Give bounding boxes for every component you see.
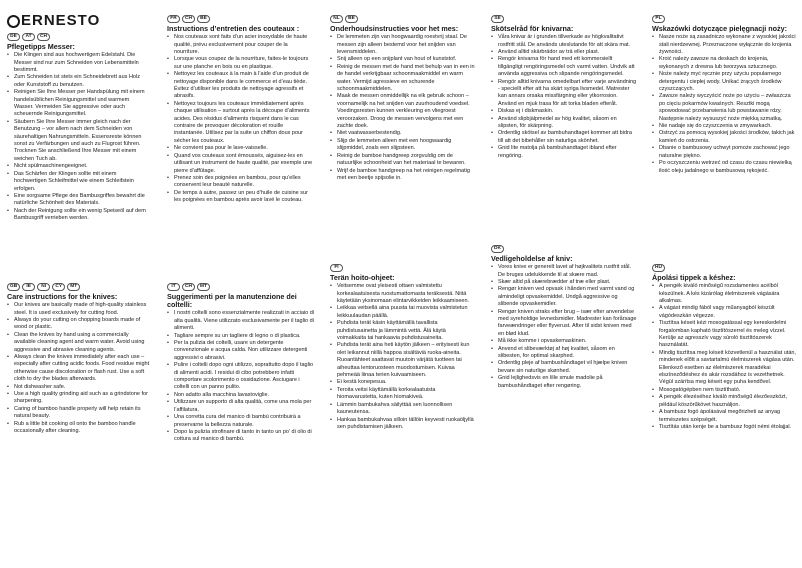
care-item: • Gnid lejlighedsvis en lille smule madolie på bambushåndtaget efter rengøring. [491,375,637,390]
care-item: • Niet vaatwasserbestendig. [330,130,476,137]
care-item: • De lemmeten zijn van hoogwaardig roestvrij staal. De messen zijn alleen bestemd voor het snijden van levensmiddelen. [330,34,476,56]
care-item: • Reinigen Sie Ihre Messer per Handspülung mit einem handelsüblichen Reinigungsmittel und warmem Wasser. Vermeiden Sie aggressive oder auch scheuernde Reinigungsmittel. [7,89,150,119]
section-title: Care instructions for the knives: [7,292,118,301]
care-item: • Una corretta cura del manico di bambù contribuirà a preservarne la bellezza naturale. [167,414,314,429]
care-item: • Ordentlig skötsel av bambuhandtaget kommer att bidra till att det bibehåller sin naturliga skönhet. [491,130,637,145]
care-list [167,34,314,204]
country-badge: HU [652,264,665,272]
care-list [330,34,476,182]
care-item: • Säubern Sie Ihre Messer immer gleich nach der Benutzung – vor allem nach dem Schneiden von säurehaltigen Nahrungsmitteln. Essensreste können sonst zu Verfärbungen und auch zu Flugrost führen. Trocknen Sie anschließend Ihre Messer mit einem weichen Tuch ab. [7,119,150,163]
care-list [491,264,637,390]
country-badges [652,264,796,272]
country-badge: SE [491,15,504,23]
care-item: • Wrijf de bamboe handgreep na het reinigen regelmatig met een beetje spijsolie in. [330,168,476,183]
country-badge: NL [330,15,343,23]
care-item: • Lorsque vous coupez de la nourriture, faites-le toujours sur une planche en bois ou en plastique. [167,56,314,71]
country-badge: FI [330,264,343,272]
care-list [7,52,150,222]
section-title: Skötselråd för knivarna: [491,24,574,33]
care-item: • Maak de messen onmiddellijk na elk gebruik schoon – voornamelijk na het snijden van zuurhoudend voedsel. Voedingsresten kunnen verkleuring en vliegroest veroorzaken. Droog de messen vervolgens met een zachte doek. [330,93,476,130]
care-item: • Die Klingen sind aus hochwertigem Edelstahl. Die Messer sind nur zum Schneiden von Lebensmitteln bestimmt. [7,52,150,74]
care-list [652,34,796,175]
care-item: • Rengör alltid knivarna omedelbart efter varje användning - speciellt efter att ha skärt syriga livsmedel. Matrester kan annars orsaka missfärgning eller ytkorrosion. Använd en mjuk trasa för att torka bladen efteråt. [491,79,637,109]
country-badges [491,245,637,253]
country-badges [330,264,476,272]
care-list [652,283,796,431]
country-badge: CH [37,33,50,41]
country-badge: DE [7,33,20,41]
care-item: • Våra knivar är i grunden tillverkade av högkvalitativt rostfritt stål. De används uteslutande för att skära mat. [491,34,637,49]
country-badge: NI [37,283,50,291]
care-item: • Rengør kniven ved opvask i hånden med varmt vand og almindeligt opvaskemiddel. Undgå aggressive og slibende opvaskemidler. [491,286,637,308]
care-item: • Eine sorgsame Pflege des Bambusgriffes bewahrt die natürliche Schönheit des Materials. [7,193,150,208]
care-item: • Tisztítás után kenje be a bambusz fogót némi étolajjal. [652,424,796,431]
care-item: • Dbanie o bambusowy uchwyt pomoże zachować jego naturalne piękno. [652,145,796,160]
country-badges [7,283,150,291]
country-badges [652,15,796,23]
care-item: • Use a high quality grinding aid such as a grindstone for sharpening. [7,391,150,406]
care-item: • Teroita veitsi käyttämällä korkealaatuista hiomavarustetta, kuten hiomakiveä. [330,387,476,402]
care-item: • Nie nadaje się do czyszczenia w zmywarkach. [652,123,796,130]
section-de [7,31,150,223]
care-item: • Nach der Reinigung sollte ein wenig Speiseöl auf dem Bambusgriff verrieben werden. [7,208,150,223]
section-en [7,281,150,436]
care-item: • Använd slipbjälpmedel av hög kvalitet, såsom en slipsten, för skärpning. [491,116,637,131]
care-item: • Non adatto alla macchina lavastoviglie. [167,392,314,399]
section-se [491,13,637,160]
care-item: • Ne convient pas pour le lave-vaisselle. [167,145,314,152]
care-item: • Puhdista terät käsin käyttämällä tavallista puhdistusainetta ja lämmintä vettä. Älä käytä voimakkaita tai hankaavia puhdistusaineita. [330,320,476,342]
care-item: • Ostrzyć za pomocą wysokiej jakości środków, takich jak kamień do ostrzenia. [652,130,796,145]
care-item: • Veitsemme ovat yleisesti ottaen valmistettu korkealaatuisesta ruostumattomasta teräksestä. Niitä käytetään yksinomaan elintarvikkeiden leikkaamiseen. [330,283,476,305]
care-item: • Lämmin bambukahva säilyttää sen luonnollisen kauneutensa. [330,402,476,417]
care-item: • A vágást mindig fából vagy műanyagból készült vágódeszkán végezze. [652,305,796,320]
care-item: • Pulire i coltelli dopo ogni utilizzo, soprattutto dopo il taglio di alimenti acidi. I residui di cibo potrebbero infatti comportare scolorimento o ossidazione. Asciugare i coltelli con un panno pulito. [167,362,314,392]
care-item: • A bambusz fogó ápolásával megőrizheti az anyag természetes szépségét. [652,409,796,424]
care-item: • Always clean the knives immediately after each use – especially after cutting acidic foods. Food residue might otherwise cause discoloration or flash rust. Use a soft cloth to dry the blades afterwards. [7,354,150,384]
care-item: • Po oczyszczeniu wetrzeć od czasu do czasu niewielką ilość oleju jadalnego w bambusową rękojeść. [652,160,796,175]
care-item: • Rub a little bit cooking oil onto the bamboo handle occasionally after cleaning. [7,421,150,436]
country-badges [491,15,637,23]
country-badge: MT [67,283,80,291]
section-title: Vedligeholdelse af kniv: [491,254,573,263]
brand-name: ERNESTO [21,12,101,29]
care-item: • Anvend et slibeværktøj af høj kvalitet, såsom en slibesten, for optimal skarphed. [491,346,637,361]
care-item: • Nettoyez les couteaux à la main à l’aide d’un produit de nettoyage disponible dans le commerce et d’eau tiède. Évitez d’utiliser les produits de nettoyage agressifs et abrasifs. [167,71,314,101]
care-item: • Dopo la pulizia strofinare di tanto in tanto un po’ di olio di cottura sul manico di bambù. [167,429,314,444]
section-title: Terän hoito-ohjeet: [330,273,395,282]
column-1 [7,0,150,568]
section-fi [330,262,476,431]
country-badges [167,283,314,291]
care-item: • Diskas ej i diskmaskin. [491,108,637,115]
care-item: • Nicht spülmaschinengeeignet. [7,163,150,170]
country-badge: IT [167,283,180,291]
care-item: • Noże należy myć ręcznie przy użyciu popularnego detergentu i ciepłej wody. Unikać żrących środków czyszczących. [652,71,796,93]
care-item: • Our knives are basically made of high-quality stainless steel. It is used exclusively for cutting food. [7,302,150,317]
column-3 [330,0,476,568]
logo-circle-icon [7,15,20,28]
care-item: • I nostri coltelli sono essenzialmente realizzati in acciaio di alta qualità. Viene utilizzato esclusivamente per il taglio di alimenti. [167,310,314,332]
care-item: • Leikkaa veitsellä aina puusta tai muovista valmistetun leikkuulaudan päällä. [330,305,476,320]
care-item: • Använd alltid skärbrädor av trä eller plast. [491,49,637,56]
country-badges [7,33,150,41]
care-item: • Nasze noże są zasadniczo wykonane z wysokiej jakości stali nierdzewnej. Przeznaczone wyłącznie do krojenia żywności. [652,34,796,56]
care-item: • Utilizzare un supporto di alta qualità, come una mola per l’affilatura. [167,399,314,414]
country-badge: CH [182,15,195,23]
country-badge: FR [167,15,180,23]
care-item: • Always do your cutting on chopping boards made of wood or plastic. [7,317,150,332]
country-badge: DK [491,245,504,253]
country-badge: BE [345,15,358,23]
column-4 [491,0,637,568]
section-pl [652,13,796,175]
country-badge: GB [7,283,20,291]
column-5 [652,0,796,568]
care-item: • Nettoyez toujours les couteaux immédiatement après chaque utilisation – surtout après la découpe d’aliments acides. Des résidus d’aliments risquent dans le cas contraire de provoquer décoloration et rouille instantanée. Utilisez par la suite un chiffon doux pour sécher les couteaux. [167,101,314,145]
care-item: • Rengør kniven straks efter brug – især efter anvendelse med syreholdige levnedsmidler. Madrester kan forårsage farveændringer eller flyverust. After til sidst kniven med en blød klud. [491,309,637,339]
care-item: • Mindig tisztítsa meg késeit közvetlenül a használat után, mindenek előtt a savtartalmú élelmiszerek vágása után. Ellenkező esetben az élelmiszerek maradékai elszíneződéshez és akár rozsdához is vezethetnek. Végül szárítsa meg késeit egy puha kendővel. [652,350,796,387]
country-badge: BE [197,15,210,23]
care-item: • Slijp de lemmeten alleen met een hoogwaardig slijpmiddel, zoals een slijpsteen. [330,138,476,153]
care-item: • Ei kestä konepesua. [330,379,476,386]
care-item: • Kroić należy zawsze na deskach do krojenia, wykonanych z drewna lub tworzywa sztucznego. [652,56,796,71]
care-item: • Quand vos couteaux sont émoussés, aiguisez-les en utilisant un instrument de haute qualité, par exemple une pierre d’affûtage. [167,153,314,175]
section-title: Pflegetipps Messer: [7,42,75,51]
care-list [491,34,637,160]
section-fr [167,13,314,205]
care-list [7,302,150,435]
care-item: • Puhdista terät aina heti käytön jälkeen – erityisesti kun olet leikannut niillä happoa sisältäviä ruoka-aineita. Ruoantähteet saattavat muutoin värjätä tuotteen tai aiheuttaa lentoruosteen muodostumisen. Kuivaa pehmeää liinaa terien kuivaamiseen. [330,342,476,379]
care-item: • Das Schärfen der Klingen sollte mit einem hochwertigen Schleifmittel wie einem Schleifstein erfolgen. [7,171,150,193]
country-badge: MT [197,283,210,291]
section-title: Suggerimenti per la manutenzione dei coltelli: [167,292,297,310]
country-badge: CY [52,283,65,291]
country-badges [167,15,314,23]
care-item: • Zum Schneiden ist stets ein Schneidebrett aus Holz oder Kunststoff zu benutzen. [7,74,150,89]
care-item: • De temps à autre, passez un peu d’huile de cuisine sur les poignées en bambou après avoir lavé le couteau. [167,190,314,205]
country-badge: AT [22,33,35,41]
care-item: • Hankaa bambukahvaa silloin tällöin keyvesti ruokaöljyllä sen puhdistamisen jälkeen. [330,417,476,432]
care-item: • Reinig de bamboe handgreep zorgvuldig om de natuurlijke schoonheid van het materiaal te bewaren. [330,153,476,168]
care-list [330,283,476,431]
care-item: • Snij alleen op een snijplant van hout of kunststof. [330,56,476,63]
country-badge: IE [22,283,35,291]
care-item: • Må ikke komme i opvaskemaskinen. [491,338,637,345]
care-item: • Rengör knivarna för hand med ett kommersiellt tillgängligt rengöringsmedel och varmt vatten. Undvik att använda aggressiva och slipande rengöringsmedel. [491,56,637,78]
care-item: • Gnid lite matolja på bambuhandtaget ibland efter rengöring. [491,145,637,160]
section-it [167,281,314,444]
care-item: • Not dishwasher safe. [7,384,150,391]
section-dk [491,243,637,390]
care-item: • Caring of bamboo handle properly will help retain its natural beauty. [7,406,150,421]
care-item: • Prenez soin des poignées en bambou, pour qu’elles conservent leur beauté naturelle. [167,175,314,190]
care-item: • Ordentlig pleje af bambushåndtaget vil hjælpe kniven bevare sin naturlige skønhed. [491,360,637,375]
section-hu [652,262,796,431]
care-item: • Per la pulizia dei coltelli, usare un detergente convenzionale e acqua calda. Non utilizzare detergenti aggressivi o abrasivi. [167,340,314,362]
country-badge: PL [652,15,665,23]
care-item: • Zawsze należy wyczyścić noże po użyciu – zwłaszcza po cięciu pokarmów kwaśnych. Resztki mogą spowodować przebarwienia lub powstawanie rdzy. Następnie należy wysuszyć noże miękką szmatką. [652,93,796,123]
section-title: Instructions d’entretien des couteaux : [167,24,300,33]
section-title: Onderhoudsinstructies voor het mes: [330,24,459,33]
care-item: • Nos couteaux sont faits d’un acier inoxydable de haute qualité, prévu exclusivement pour couper de la nourriture. [167,34,314,56]
section-title: Wskazówki dotyczące pielęgnacji noży: [652,24,788,33]
care-item: • Skær altid på skærebrædder af træ eller plast. [491,279,637,286]
care-item: • A pengék kiváló minőségű rozsdamentes acélból készülnek. A kés kizárólag élelmiszerek vágására alkalmas. [652,283,796,305]
country-badges [330,15,476,23]
care-list [167,310,314,443]
care-item: • Tagliare sempre su un tagliere di legno o di plastica. [167,333,314,340]
care-item: • Tisztítsa késeit kézi mosogatással egy kereskedelmi forgalomban kapható tisztítószerrel és meleg vízzel. Kerülje az agresszív vagy súroló tisztítószerek használatát. [652,320,796,350]
section-nl [330,13,476,182]
care-item: • Mosogatógépben nem tisztítható. [652,387,796,394]
care-item: • Clean the knives by hand using a commercially available cleaning agent and warm water. Avoid using aggressive and abrasive cleaning agents. [7,332,150,354]
care-item: • A pengék élezéséhez kiváló minőségű élezőeszközt, például köszörűkövet használjon. [652,394,796,409]
section-title: Ápolási tippek a késhez: [652,273,736,282]
care-item: • Reinig de messen met de hand met behulp van in een in de handel verkrijgbaar schoonmaakmiddel en warm water. Vermijd agressieve en schurende schoonmaakmiddelen. [330,64,476,94]
column-2 [167,0,314,568]
brand-logo [7,12,150,30]
care-item: • Vores knive er generelt lavet af højkvalitets rustfrit stål. De bruges udelukkende til at skære mad. [491,264,637,279]
country-badge: CH [182,283,195,291]
